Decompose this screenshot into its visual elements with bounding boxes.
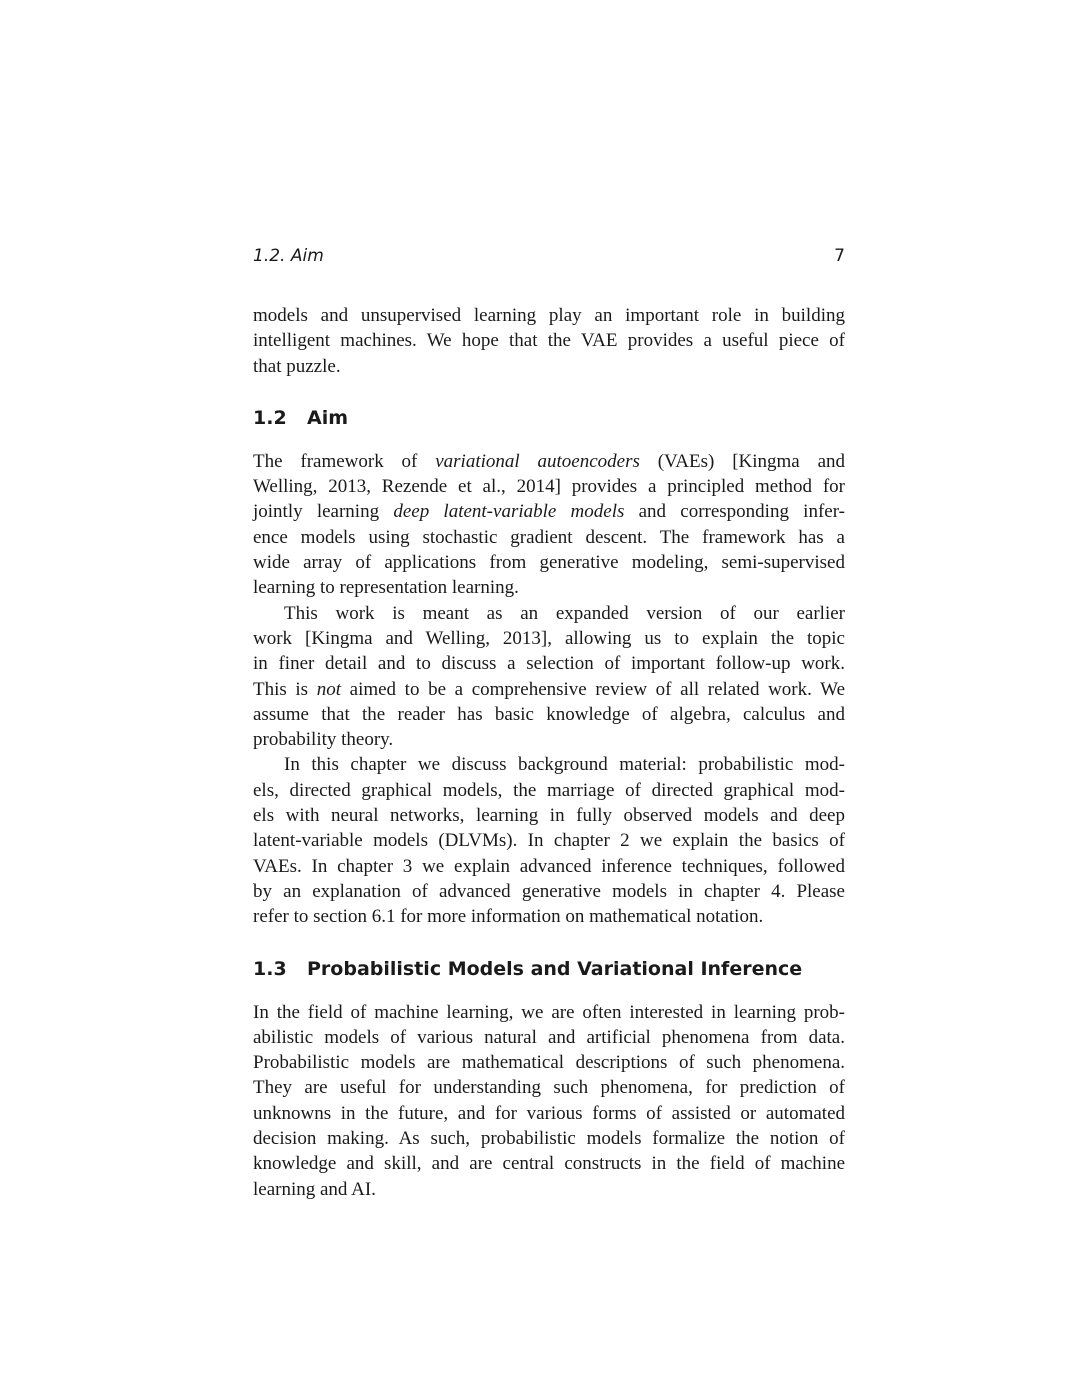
text-run: assume that the reader has basic knowledge of algebra, calculus and bbox=[253, 703, 845, 725]
text-run: knowledge and skill, and are central constructs in the field of machine bbox=[253, 1153, 845, 1175]
text-line bbox=[253, 328, 845, 353]
text-run: They are useful for understanding such phenomena, for prediction of bbox=[253, 1077, 845, 1099]
text-run: (VAEs) [Kingma and bbox=[639, 450, 845, 472]
text-line bbox=[253, 727, 845, 752]
page-body bbox=[253, 303, 845, 1202]
text-line bbox=[253, 1075, 845, 1100]
running-header bbox=[253, 246, 845, 270]
text-run: and corresponding infer- bbox=[624, 501, 845, 523]
text-line bbox=[253, 1025, 845, 1050]
paragraph bbox=[253, 303, 845, 379]
text-line bbox=[253, 677, 845, 702]
text-run: els with neural networks, learning in fully observed models and deep bbox=[253, 805, 845, 827]
text-line bbox=[253, 474, 845, 499]
text-run: intelligent machines. We hope that the VAE provides a useful piece of bbox=[253, 330, 845, 352]
text-run: VAEs. In chapter 3 we explain advanced inference techniques, followed bbox=[253, 855, 845, 877]
section-title: Probabilistic Models and Variational Inference bbox=[307, 957, 803, 980]
text-line bbox=[253, 879, 845, 904]
text-run: els, directed graphical models, the marriage of directed graphical mod- bbox=[253, 779, 845, 801]
page-number: 7 bbox=[834, 246, 845, 266]
text-line bbox=[253, 499, 845, 524]
text-run: ence models using stochastic gradient descent. The framework has a bbox=[253, 526, 845, 548]
text-line bbox=[253, 525, 845, 550]
text-run: aimed to be a comprehensive review of all related work. We bbox=[341, 678, 846, 700]
text-line bbox=[253, 449, 845, 474]
paragraph bbox=[253, 449, 845, 601]
section-number: 1.2 bbox=[253, 406, 287, 429]
text-run: that puzzle. bbox=[253, 355, 341, 377]
paragraph bbox=[253, 601, 845, 753]
text-run: This work is meant as an expanded version of our earlier bbox=[284, 602, 845, 624]
section-heading bbox=[253, 403, 845, 433]
text-line bbox=[253, 904, 845, 929]
emphasized-text: not bbox=[316, 678, 341, 700]
running-title: 1.2. Aim bbox=[253, 246, 324, 266]
text-line bbox=[253, 752, 845, 777]
text-line bbox=[253, 778, 845, 803]
text-line bbox=[253, 550, 845, 575]
text-run: wide array of applications from generative modeling, semi-supervised bbox=[253, 552, 845, 574]
text-run: models and unsupervised learning play an important role in building bbox=[253, 305, 845, 326]
text-run: In this chapter we discuss background material: probabilistic mod- bbox=[284, 754, 845, 776]
text-line bbox=[253, 1000, 845, 1025]
text-run: learning and AI. bbox=[253, 1178, 376, 1200]
text-line bbox=[253, 1050, 845, 1075]
text-line bbox=[253, 303, 845, 328]
text-line bbox=[253, 854, 845, 879]
text-line bbox=[253, 575, 845, 600]
text-run: This is bbox=[253, 678, 317, 700]
text-line bbox=[253, 651, 845, 676]
text-line bbox=[253, 1101, 845, 1126]
text-line bbox=[253, 601, 845, 626]
text-run: jointly learning bbox=[253, 501, 394, 523]
paragraph bbox=[253, 752, 845, 929]
text-run: learning to representation learning. bbox=[253, 577, 519, 599]
text-line bbox=[253, 1151, 845, 1176]
text-run: by an explanation of advanced generative models in chapter 4. Please bbox=[253, 880, 845, 902]
text-run: latent-variable models (DLVMs). In chapter 2 we explain the basics of bbox=[253, 830, 845, 852]
text-line bbox=[253, 354, 845, 379]
text-line bbox=[253, 702, 845, 727]
text-run: The framework of bbox=[253, 450, 436, 472]
emphasized-text: deep latent-variable models bbox=[393, 501, 625, 523]
text-line bbox=[253, 626, 845, 651]
text-run: work [Kingma and Welling, 2013], allowing us to explain the topic bbox=[253, 627, 845, 649]
text-line bbox=[253, 1126, 845, 1151]
text-line bbox=[253, 1177, 845, 1202]
section-number: 1.3 bbox=[253, 957, 287, 980]
section-heading bbox=[253, 954, 845, 984]
paragraph bbox=[253, 1000, 845, 1202]
emphasized-text: variational autoencoders bbox=[435, 450, 640, 472]
section-title: Aim bbox=[307, 406, 349, 429]
text-line bbox=[253, 803, 845, 828]
text-run: refer to section 6.1 for more information on mathematical notation. bbox=[253, 906, 764, 928]
text-run: probability theory. bbox=[253, 729, 394, 751]
text-run: decision making. As such, probabilistic models formalize the notion of bbox=[253, 1128, 845, 1150]
text-run: in finer detail and to discuss a selection of important follow-up work. bbox=[253, 653, 845, 675]
text-run: abilistic models of various natural and artificial phenomena from data. bbox=[253, 1026, 845, 1048]
text-run: In the field of machine learning, we are often interested in learning prob- bbox=[253, 1001, 845, 1023]
text-run: unknowns in the future, and for various forms of assisted or automated bbox=[253, 1102, 845, 1124]
text-run: Welling, 2013, Rezende et al., 2014] provides a principled method for bbox=[253, 476, 845, 498]
text-line bbox=[253, 828, 845, 853]
text-run: Probabilistic models are mathematical descriptions of such phenomena. bbox=[253, 1052, 845, 1074]
